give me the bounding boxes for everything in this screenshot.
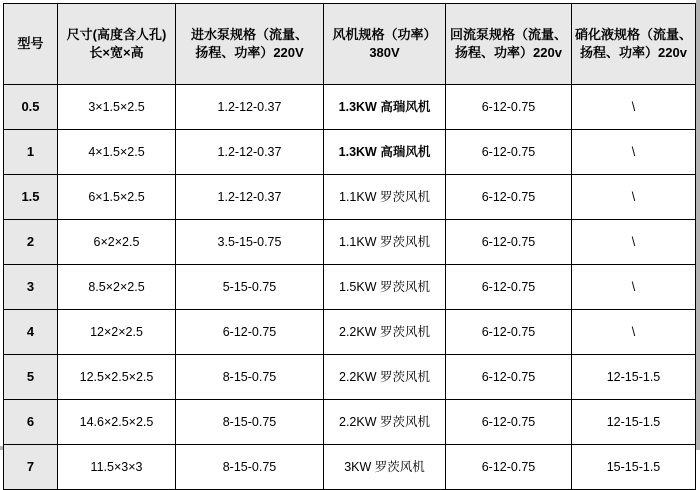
column-header-feed-pump-line-1: 进水泵规格（流量、 <box>190 27 308 43</box>
column-header-fan <box>324 4 446 85</box>
table-row <box>4 175 696 220</box>
column-header-return-pump-line-2: 扬程、功率）220v <box>455 45 562 60</box>
cell-size: 14.6×2.5×2.5 <box>58 400 176 445</box>
column-header-size-line-2: 长×宽×高 <box>89 45 144 60</box>
cell-return-pump: 6-12-0.75 <box>446 85 572 130</box>
cell-model: 6 <box>4 400 58 445</box>
column-header-nitrification-line-2: 扬程、功率）220v <box>580 45 687 60</box>
specification-table <box>3 3 696 490</box>
column-header-model-line-1: 型号 <box>17 36 44 52</box>
cell-nitrification: \ <box>572 175 696 220</box>
cell-model: 3 <box>4 265 58 310</box>
cell-feed-pump: 6-12-0.75 <box>176 310 324 355</box>
table-row <box>4 220 696 265</box>
cell-model: 1 <box>4 130 58 175</box>
column-header-nitrification-line-1: 硝化液规格（流量、 <box>575 27 693 43</box>
column-header-size-line-1: 尺寸(高度含人孔) <box>66 27 167 43</box>
cell-fan: 1.1KW 罗茨风机 <box>324 220 446 265</box>
cell-size: 4×1.5×2.5 <box>58 130 176 175</box>
table-header <box>4 4 696 85</box>
cell-fan: 1.1KW 罗茨风机 <box>324 175 446 220</box>
cell-size: 6×1.5×2.5 <box>58 175 176 220</box>
cell-feed-pump: 1.2-12-0.37 <box>176 85 324 130</box>
cell-feed-pump: 5-15-0.75 <box>176 265 324 310</box>
column-header-feed-pump-line-2: 扬程、功率）220V <box>195 45 304 60</box>
cell-return-pump: 6-12-0.75 <box>446 400 572 445</box>
cell-model: 4 <box>4 310 58 355</box>
cell-fan: 3KW 罗茨风机 <box>324 445 446 490</box>
table-row <box>4 265 696 310</box>
table-row <box>4 310 696 355</box>
header-row <box>4 4 696 85</box>
cell-model: 2 <box>4 220 58 265</box>
cell-feed-pump: 8-15-0.75 <box>176 355 324 400</box>
column-header-return-pump-line-1: 回流泵规格（流量、 <box>449 27 567 43</box>
cell-return-pump: 6-12-0.75 <box>446 310 572 355</box>
cell-size: 8.5×2×2.5 <box>58 265 176 310</box>
column-header-size <box>58 4 176 85</box>
column-header-fan-line-1: 风机规格（功率） <box>332 27 437 43</box>
cell-nitrification: \ <box>572 310 696 355</box>
column-header-return-pump <box>446 4 572 85</box>
cell-nitrification: 12-15-1.5 <box>572 400 696 445</box>
cell-nitrification: \ <box>572 265 696 310</box>
cell-nitrification: 15-15-1.5 <box>572 445 696 490</box>
cell-return-pump: 6-12-0.75 <box>446 130 572 175</box>
cell-nitrification: \ <box>572 85 696 130</box>
table-row <box>4 355 696 400</box>
cell-feed-pump: 3.5-15-0.75 <box>176 220 324 265</box>
table-row <box>4 130 696 175</box>
table-row <box>4 400 696 445</box>
cell-return-pump: 6-12-0.75 <box>446 265 572 310</box>
cell-model: 1.5 <box>4 175 58 220</box>
cell-model: 5 <box>4 355 58 400</box>
cell-size: 12.5×2.5×2.5 <box>58 355 176 400</box>
column-header-feed-pump <box>176 4 324 85</box>
cell-fan: 1.3KW 高瑞风机 <box>324 85 446 130</box>
cell-size: 3×1.5×2.5 <box>58 85 176 130</box>
cell-return-pump: 6-12-0.75 <box>446 355 572 400</box>
table-row <box>4 85 696 130</box>
column-header-nitrification <box>572 4 696 85</box>
column-header-model <box>4 4 58 85</box>
table-row <box>4 445 696 490</box>
cell-nitrification: \ <box>572 130 696 175</box>
cell-fan: 1.3KW 高瑞风机 <box>324 130 446 175</box>
cell-feed-pump: 1.2-12-0.37 <box>176 130 324 175</box>
cell-model: 7 <box>4 445 58 490</box>
table-body <box>4 85 696 490</box>
cell-nitrification: \ <box>572 220 696 265</box>
cell-fan: 2.2KW 罗茨风机 <box>324 355 446 400</box>
cell-fan: 2.2KW 罗茨风机 <box>324 310 446 355</box>
cell-size: 6×2×2.5 <box>58 220 176 265</box>
cell-size: 12×2×2.5 <box>58 310 176 355</box>
cell-feed-pump: 8-15-0.75 <box>176 400 324 445</box>
cell-feed-pump: 1.2-12-0.37 <box>176 175 324 220</box>
column-header-fan-line-2: 380V <box>369 45 400 60</box>
cell-fan: 2.2KW 罗茨风机 <box>324 400 446 445</box>
cell-return-pump: 6-12-0.75 <box>446 445 572 490</box>
cell-fan: 1.5KW 罗茨风机 <box>324 265 446 310</box>
cell-nitrification: 12-15-1.5 <box>572 355 696 400</box>
cell-feed-pump: 8-15-0.75 <box>176 445 324 490</box>
cell-model: 0.5 <box>4 85 58 130</box>
cell-return-pump: 6-12-0.75 <box>446 175 572 220</box>
cell-return-pump: 6-12-0.75 <box>446 220 572 265</box>
cell-size: 11.5×3×3 <box>58 445 176 490</box>
